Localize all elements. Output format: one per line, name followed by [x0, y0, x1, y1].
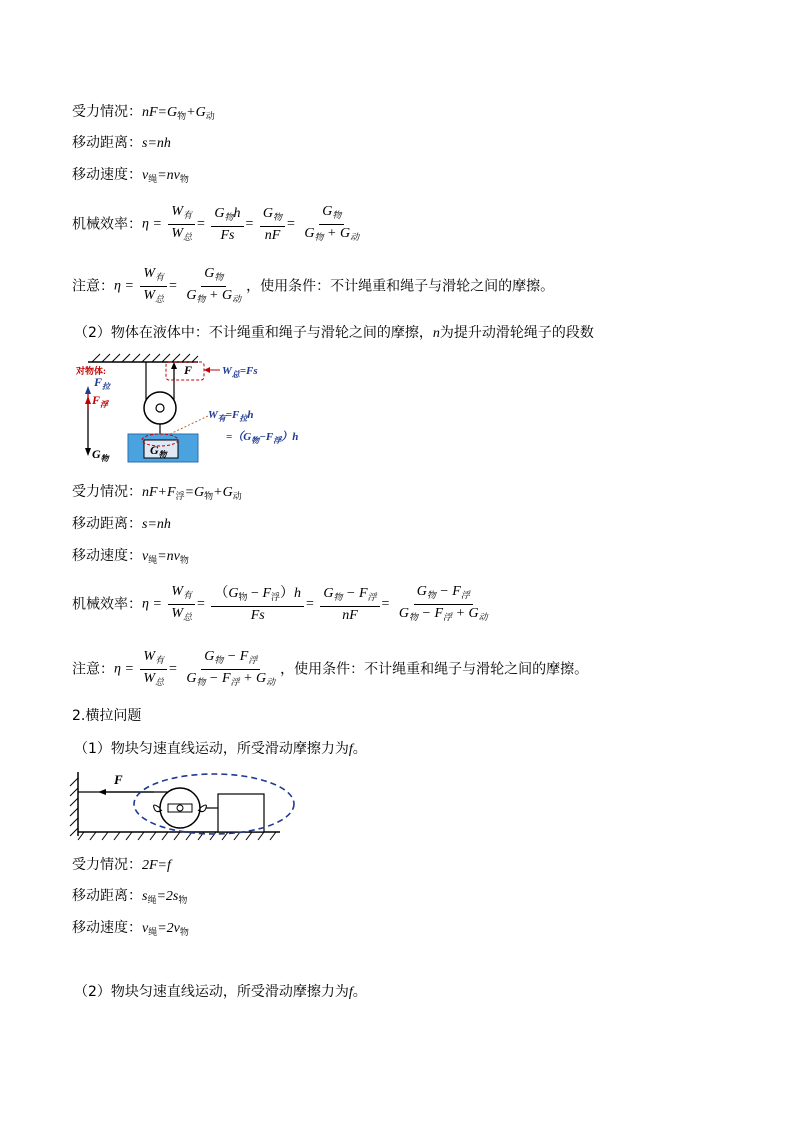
subscript: 浮	[248, 655, 258, 665]
subscript: 物	[314, 232, 324, 242]
fraction: $\frac{W_有}{W_总}$	[168, 203, 195, 246]
subscript: 物	[238, 591, 248, 602]
note-formula-2: 注意：η = $\frac{W_有}{W_总}$ = $\frac{G_物 - F_浮}{G_物 - F_浮 + G_动}$ ，使用条件：不计绳重和绳子与滑轮之间的摩擦。	[72, 649, 589, 687]
speed-line-1: 移动速度：$v_绳=nv_物$	[72, 167, 189, 185]
pulley-liquid-figure	[70, 350, 330, 465]
efficiency-formula-1: 机械效率：η = $\frac{W_有}{W_总}$ = $\frac{G_物h}{Fs}$ = $\frac{G_物}{nF}$ = $\frac{G_物}{G_物 + G_动}$	[72, 203, 364, 246]
subscript: 浮	[460, 590, 470, 600]
distance-line-2: 移动距离：s=nh	[72, 516, 171, 532]
section-3-heading: 2.横拉问题	[72, 708, 142, 724]
subscript: 动	[478, 612, 488, 622]
subscript: 动	[232, 492, 242, 502]
F-fu-label: $F_浮$	[92, 393, 109, 409]
horizontal-pull-figure	[68, 768, 300, 844]
subscript: 总	[183, 232, 193, 242]
subscript: 有	[183, 590, 193, 600]
subscript: 总	[183, 612, 193, 622]
object-label: 对物体:	[76, 366, 106, 376]
subscript: 物	[332, 210, 342, 220]
subscript: 物	[409, 612, 419, 622]
distance-line-3: 移动距离：$s_绳=2s_物$	[72, 888, 188, 906]
force-line-2: 受力情况：$nF+F_浮=G_物+G_动$	[72, 484, 242, 502]
G-wu-label: $G_物$	[92, 447, 109, 463]
force-line-3: 受力情况：2F=f	[72, 857, 171, 873]
section-3-sub: （1）物块匀速直线运动，所受滑动摩擦力为f。	[74, 741, 367, 757]
subscript: 浮	[443, 612, 453, 622]
subscript: 物	[214, 655, 224, 665]
subscript: 浮	[175, 492, 185, 502]
subscript: 总	[155, 294, 165, 304]
efficiency-formula-2: 机械效率：η = $\frac{W_有}{W_总}$ = $\frac{(G_物 - F_浮)h}{Fs}$ = $\frac{G_物 - F_浮}{nF}$ = $\frac{G_物 - F_浮}{G_物 - F_浮 + G_动}$	[72, 584, 488, 623]
section-2-heading: （2）物体在液体中：不计绳重和绳子与滑轮之间的摩擦，n为提升动滑轮绳子的段数	[74, 325, 594, 341]
subscript: 物	[273, 211, 283, 222]
work-useful-line2: $=(G_物-F_浮)h$	[226, 431, 299, 445]
subscript: 物	[178, 896, 188, 906]
subscript: 物	[179, 175, 189, 185]
subscript: 物	[196, 294, 206, 304]
subscript: 绳	[148, 556, 158, 566]
F-la-label: $F_拉$	[94, 375, 111, 391]
subscript: 物	[204, 492, 214, 502]
subscript: 物	[426, 590, 436, 600]
subscript: 物	[333, 591, 343, 602]
subscript: 绳	[148, 175, 158, 185]
force-F-label: F	[184, 363, 193, 377]
subscript: 浮	[271, 591, 281, 602]
speed-line-2: 移动速度：$v_绳=nv_物$	[72, 548, 189, 566]
subscript: 物	[179, 928, 189, 938]
distance-line-1: 移动距离：s=nh	[72, 135, 171, 151]
subscript: 有	[155, 272, 165, 282]
subscript: 浮	[230, 677, 240, 687]
section-3-next: （2）物块匀速直线运动，所受滑动摩擦力为f。	[74, 984, 367, 1000]
note-formula-1: 注意：η = $\frac{W_有}{W_总}$ = $\frac{G_物}{G_物 + G_动}$ ，使用条件：不计绳重和绳子与滑轮之间的摩擦。	[72, 266, 555, 304]
work-total-label: $W_总=Fs$	[222, 365, 258, 379]
subscript: 绳	[148, 928, 158, 938]
subscript: 物	[179, 556, 189, 566]
speed-line-3: 移动速度：$v_绳=2v_物$	[72, 920, 189, 938]
subscript: 物	[214, 272, 224, 282]
subscript: 绳	[147, 896, 157, 906]
subscript: 有	[155, 655, 165, 665]
subscript: 动	[266, 677, 276, 687]
subscript: 物	[196, 677, 206, 687]
subscript: 浮	[367, 591, 377, 602]
subscript: 动	[205, 112, 215, 122]
subscript: 动	[232, 294, 242, 304]
box-G-label: $G_物$	[150, 443, 167, 459]
subscript: 总	[155, 677, 165, 687]
subscript: 有	[183, 210, 193, 220]
force-line-1: 受力情况：$nF=G_物+G_动$	[72, 104, 215, 122]
subscript: 物	[224, 211, 234, 222]
work-useful-label: $W_有=F_拉h$	[208, 409, 254, 423]
subscript: 动	[350, 232, 360, 242]
subscript: 物	[177, 112, 187, 122]
pull-force-label: F	[114, 772, 123, 787]
